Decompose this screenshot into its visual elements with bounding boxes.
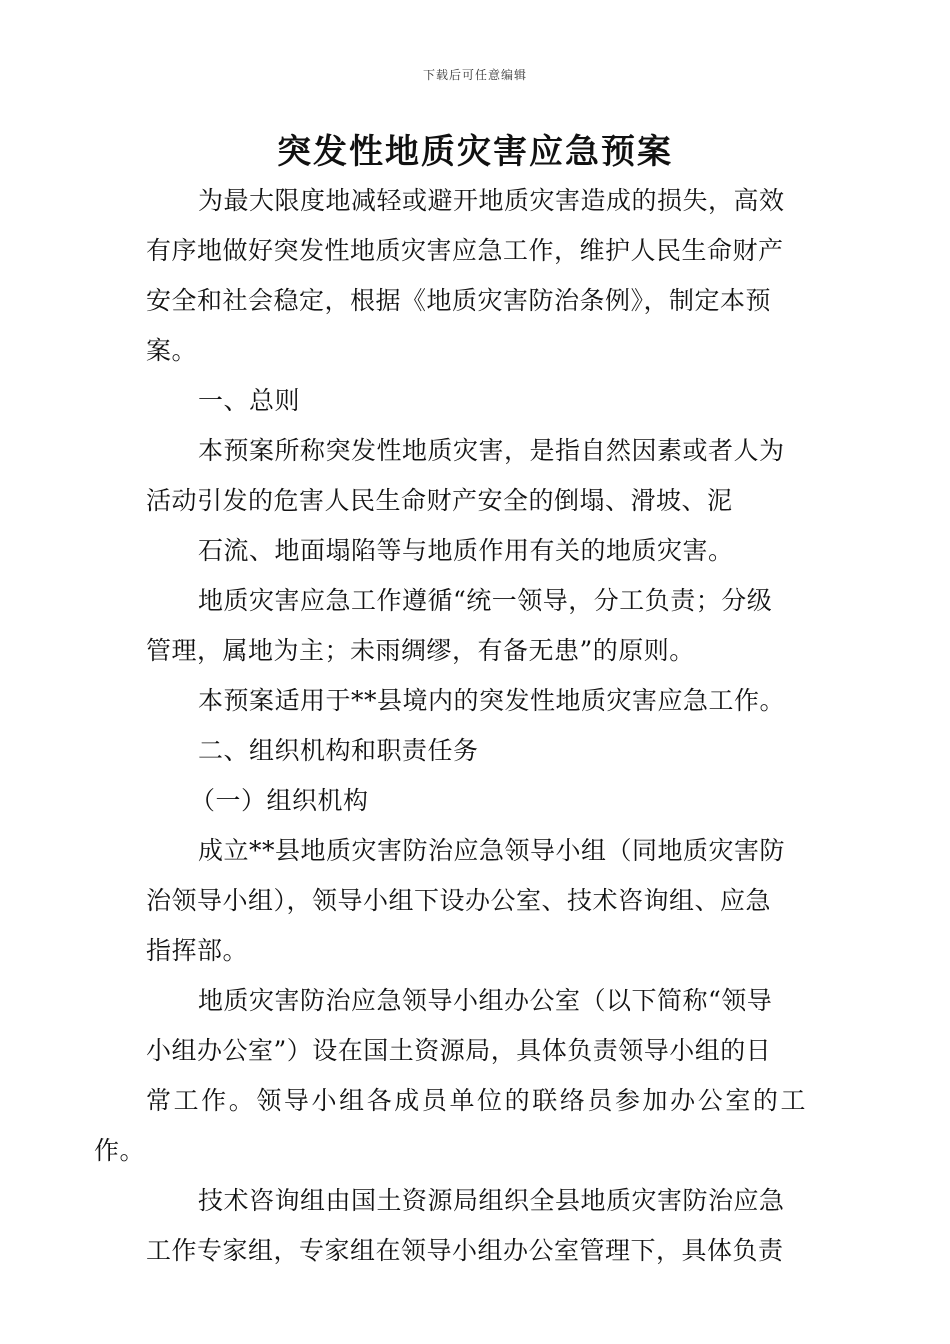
paragraph-scope [146, 676, 806, 726]
paragraph-line: 有序地做好突发性地质灾害应急工作，维护人民生命财产 [146, 236, 784, 265]
section-heading-organization [146, 726, 806, 776]
paragraph-technical-group [146, 1176, 806, 1276]
paragraph-line: 活动引发的危害人民生命财产安全的倒塌、滑坡、泥 [146, 486, 733, 515]
paragraph-line: 地质灾害应急工作遵循“统一领导，分工负责；分级 [198, 586, 773, 615]
paragraph-line: 地质灾害防治应急领导小组办公室（以下简称“领导 [198, 986, 773, 1015]
paragraph-line: （一）组织机构 [190, 786, 369, 815]
paragraph-intro [146, 176, 806, 376]
paragraph-principles [146, 576, 806, 676]
document-title: 突发性地质灾害应急预案 [277, 132, 673, 172]
section-heading-general [146, 376, 806, 426]
paragraph-line: 常工作。领导小组各成员单位的联络员参加办公室的工作。 [94, 1086, 806, 1165]
document-body [94, 176, 806, 1276]
paragraph-line: 管理，属地为主；未雨绸缪，有备无患”的原则。 [146, 636, 695, 665]
paragraph-line: 治领导小组），领导小组下设办公室、技术咨询组、应急 [146, 886, 772, 915]
paragraph-line: 一、总则 [198, 386, 301, 415]
paragraph-line: 为最大限度地减轻或避开地质灾害造成的损失，高效 [198, 186, 785, 215]
header-note: 下载后可任意编辑 [422, 68, 527, 82]
paragraph-line: 安全和社会稳定，根据《地质灾害防治条例》，制定本预 [146, 286, 772, 315]
paragraph-line: 工作专家组，专家组在领导小组办公室管理下，具体负责 [146, 1236, 784, 1265]
paragraph-line: 石流、地面塌陷等与地质作用有关的地质灾害。 [198, 536, 734, 565]
paragraph-line: 案。 [146, 336, 198, 365]
paragraph-definition-cont [146, 526, 806, 576]
subsection-heading-organization [146, 776, 806, 826]
paragraph-line: 本预案所称突发性地质灾害，是指自然因素或者人为 [198, 436, 785, 465]
paragraph-definition [146, 426, 806, 526]
paragraph-leading-group [146, 826, 806, 976]
paragraph-line: 小组办公室”）设在国土资源局，具体负责领导小组的日 [146, 1036, 772, 1065]
paragraph-line: 技术咨询组由国土资源局组织全县地质灾害防治应急 [198, 1186, 785, 1215]
paragraph-line: 二、组织机构和职责任务 [198, 736, 479, 765]
paragraph-line: 指挥部。 [146, 936, 249, 965]
paragraph-office [94, 976, 806, 1176]
paragraph-line: 本预案适用于**县境内的突发性地质灾害应急工作。 [198, 686, 786, 715]
paragraph-line: 成立**县地质灾害防治应急领导小组（同地质灾害防 [198, 836, 786, 865]
